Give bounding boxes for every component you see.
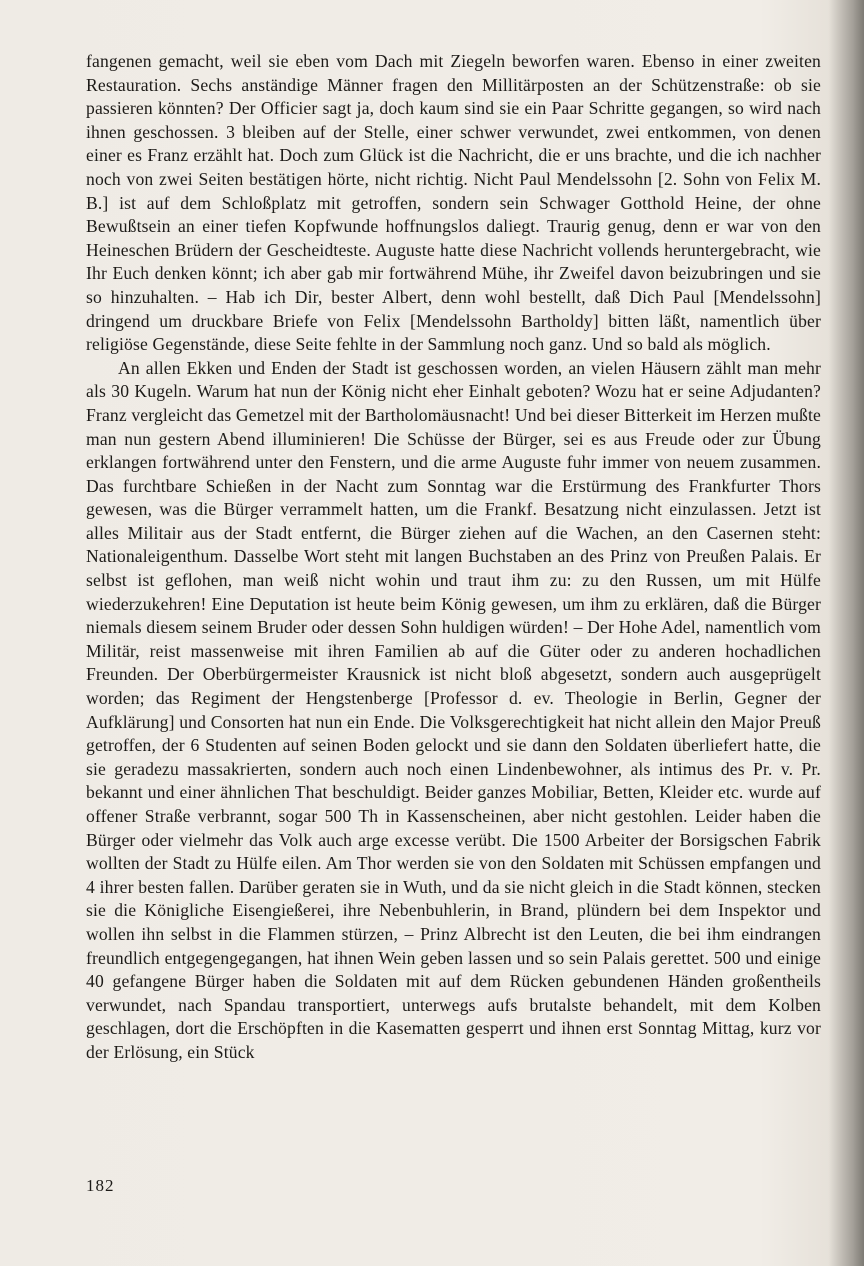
- paragraph: An allen Ekken und Enden der Stadt ist geschossen worden, an vielen Häusern zählt man mehr als 30 Kugeln. Warum hat nun der König nicht eher Einhalt geboten? Wozu hat er seine Adjudanten? Franz vergleicht das Gemetzel mit der Bartholomäusnacht! Und bei dieser Bitterkeit im Herzen mußte man nun gestern Abend illuminieren! Die Schüsse der Bürger, sei es aus Freude oder zur Übung erklangen fortwährend unter den Fenstern, und die arme Auguste fuhr immer von neuem zusammen. Das furchtbare Schießen in der Nacht zum Sonntag war die Erstürmung des Frankfurter Thors gewesen, was die Bürger verrammelt hatten, um die Frankf. Besatzung nicht einzulassen. Jetzt ist alles Militair aus der Stadt entfernt, die Bürger ziehen auf die Wachen, an den Casernen steht: Nationaleigenthum. Dasselbe Wort steht mit langen Buchstaben an des Prinz von Preußen Palais. Er selbst ist geflohen, man weiß nicht wohin und traut ihm zu: zu den Russen, um mit Hülfe wiederzukehren! Eine Deputation ist heute beim König gewesen, um ihm zu erklären, daß die Bürger niemals diesem seinem Bruder oder dessen Sohn huldigen würden! – Der Hohe Adel, namentlich vom Militär, reist massenweise mit ihren Familien ab auf die Güter oder zu anderen hochadlichen Freunden. Der Oberbürgermeister Krausnick ist nicht bloß abgesetzt, sondern auch ausgeprügelt worden; das Regiment der Hengstenberge [Professor d. ev. Theologie in Berlin, Gegner der Aufklärung] und Consorten hat nun ein Ende. Die Volksgerechtigkeit hat nicht allein den Major Preuß getroffen, der 6 Studenten auf seinen Boden gelockt und sie dann den Soldaten überliefert hatte, die sie geradezu massakrierten, sondern auch noch einen Lindenbewohner, als intimus des Pr. v. Pr. bekannt und einer ähnlichen That beschuldigt. Beider ganzes Mobiliar, Betten, Kleider etc. wurde auf offener Straße verbrannt, sogar 500 Th in Kassenscheinen, aber nicht gestohlen. Leider haben die Bürger oder vielmehr das Volk auch arge excesse verübt. Die 1500 Arbeiter der Borsigschen Fabrik wollten der Stadt zu Hülfe eilen. Am Thor werden sie von den Soldaten mit Schüssen empfangen und 4 ihrer besten fallen. Darüber geraten sie in Wuth, und da sie nicht gleich in die Stadt können, stecken sie die Königliche Eisengießerei, ihre Nebenbuhlerin, in Brand, plündern bei dem Inspektor und wollen ihn selbst in die Flammen stürzen, – Prinz Albrecht ist den Leuten, die bei ihm eindrangen freundlich entgegengegangen, hat ihnen Wein geben lassen und so sein Palais gerettet. 500 und einige 40 gefangene Bürger haben die Soldaten mit auf dem Rücken gebundenen Händen großentheils verwundet, nach Spandau transportiert, unterwegs aufs brutalste behandelt, mit dem Kolben geschlagen, dort die Erschöpften in die Kasematten gesperrt und ihnen erst Sonntag Mittag, kurz vor der Erlösung, ein Stück: [86, 357, 821, 1062]
- page-number: 182: [86, 1176, 115, 1195]
- paragraph-continuation: fangenen gemacht, weil sie eben vom Dach mit Ziegeln beworfen waren. Ebenso in einer zweiten Restauration. Sechs anständige Männer fragen den Millitärposten an der Schützenstraße: ob sie passieren könnten? Der Officier sagt ja, doch kaum sind sie ein Paar Schritte gegangen, so wird nach ihnen geschossen. 3 bleiben auf der Stelle, einer schwer verwundet, zwei entkommen, von denen einer es Franz erzählt hat. Doch zum Glück ist die Nachricht, die er uns brachte, und die ich nachher noch von zwei Seiten bestätigen hörte, nicht richtig. Nicht Paul Mendelssohn [2. Sohn von Felix M. B.] ist auf dem Schloßplatz mit getroffen, sondern sein Schwager Gotthold Heine, der ohne Bewußtsein an einer tiefen Kopfwunde hoffnungslos daliegt. Traurig genug, denn er war von den Heineschen Brüdern der Gescheidteste. Auguste hatte diese Nachricht vollends heruntergebracht, wie Ihr Euch denken könnt; ich aber gab mir fortwährend Mühe, ihr Zweifel davon beizubringen und sie so hinzuhalten. – Hab ich Dir, bester Albert, denn wohl bestellt, daß Dich Paul [Mendelssohn] dringend um druckbare Briefe von Felix [Mendelssohn Bartholdy] bitten läßt, namentlich über religiöse Gegenstände, diese Seite fehlte in der Sammlung noch ganz. Und so bald als möglich.: [86, 51, 821, 355]
- body-text: [86, 50, 821, 1065]
- gutter-shadow: [828, 0, 864, 1266]
